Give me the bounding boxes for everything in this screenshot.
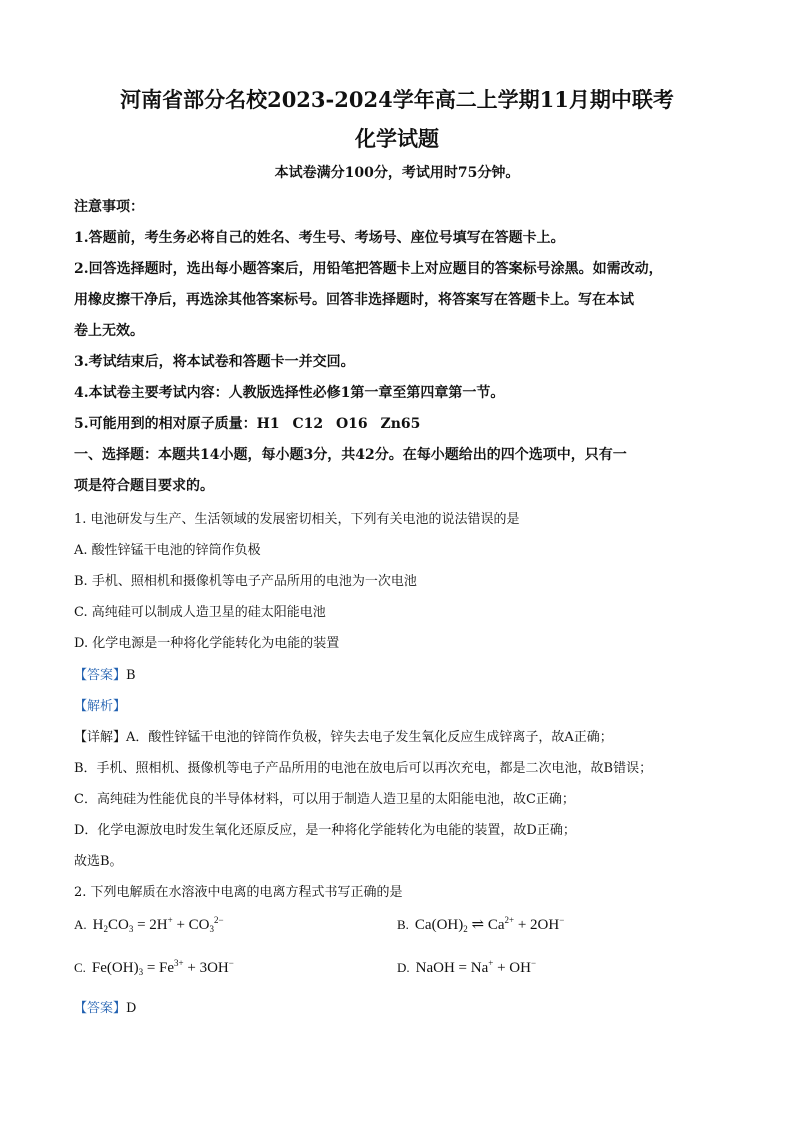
notice-item-2-line-3: 卷上无效。 xyxy=(74,323,144,339)
notice-item-3: 3.考试结束后，将本试卷和答题卡一并交回。 xyxy=(74,354,355,370)
option-label: D. xyxy=(397,960,410,975)
question-1-analysis-tag: 【解析】 xyxy=(74,699,127,714)
notice-item-2-line-2: 用橡皮擦干净后，再选涂其他答案标号。回答非选择题时，将答案写在答题卡上。写在本试 xyxy=(74,292,634,308)
question-1-option-d: D. 化学电源是一种将化学能转化为电能的装置 xyxy=(74,636,340,651)
notice-item-1: 1.答题前，考生务必将自己的姓名、考生号、考场号、座位号填写在答题卡上。 xyxy=(74,230,565,246)
notice-heading: 注意事项： xyxy=(74,199,144,215)
exam-title: 河南省部分名校2023-2024学年高二上学期11月期中联考 xyxy=(120,87,674,112)
question-1-conclusion: 故选B。 xyxy=(74,854,123,869)
question-1-option-b: B. 手机、照相机和摄像机等电子产品所用的电池为一次电池 xyxy=(74,574,417,589)
answer-value: B xyxy=(126,668,136,683)
question-1-option-c: C. 高纯硅可以制成人造卫星的硅太阳能电池 xyxy=(74,605,326,620)
equation-c: $Fe(OH)_3 = Fe^{3+} + 3OH^-$ xyxy=(91,958,234,977)
option-label: A. xyxy=(74,917,87,932)
detail-tag: 【详解】 xyxy=(74,730,127,745)
question-1-stem: 1. 电池研发与生产、生活领域的发展密切相关，下列有关电池的说法错误的是 xyxy=(74,512,520,527)
question-2-option-d xyxy=(397,958,536,977)
answer-value: D xyxy=(126,1001,137,1016)
question-2-stem: 2. 下列电解质在水溶液中电离的电离方程式书写正确的是 xyxy=(74,885,403,900)
question-1-option-a: A. 酸性锌锰干电池的锌筒作负极 xyxy=(74,543,261,558)
option-label: C. xyxy=(74,960,86,975)
answer-tag: 【答案】 xyxy=(74,1001,127,1016)
notice-item-5: 5.可能用到的相对原子质量：H1 C12 O16 Zn65 xyxy=(74,416,421,432)
question-1-answer xyxy=(74,664,734,683)
answer-tag: 【答案】 xyxy=(74,668,127,683)
equation-b: $Ca(OH)_2$ ⇌ $Ca^{2+} + 2OH^-$ xyxy=(414,915,565,934)
question-1-detail-line-4: D．化学电源放电时发生氧化还原反应，是一种将化学能转化为电能的装置，故D正确； xyxy=(74,823,576,838)
notice-item-4: 4.本试卷主要考试内容：人教版选择性必修1第一章至第四章第一节。 xyxy=(74,385,505,401)
equation-a: $H_2CO_3 = 2H^+ + CO_3^{2-}$ xyxy=(92,915,224,934)
question-1-detail-line-3: C．高纯硅为性能优良的半导体材料，可以用于制造人造卫星的太阳能电池，故C正确； xyxy=(74,792,575,807)
question-2-option-a xyxy=(74,915,224,934)
question-1-detail-line-2: B．手机、照相机、摄像机等电子产品所用的电池在放电后可以再次充电，都是二次电池，故B错误； xyxy=(74,761,653,776)
detail-text: A．酸性锌锰干电池的锌筒作负极，锌失去电子发生氧化反应生成锌离子，故A正确； xyxy=(126,730,613,745)
option-label: B. xyxy=(397,917,409,932)
exam-info: 本试卷满分100分，考试用时75分钟。 xyxy=(274,165,520,181)
question-2-option-b xyxy=(397,915,564,934)
section-heading-line-1: 一、选择题：本题共14小题，每小题3分，共42分。在每小题给出的四个选项中，只有一 xyxy=(74,447,627,463)
question-1-detail-line-1 xyxy=(74,726,734,745)
question-2-answer xyxy=(74,997,734,1016)
equation-d: NaOH = Na+ + OH− xyxy=(415,958,537,976)
section-heading-line-2: 项是符合题目要求的。 xyxy=(74,478,214,494)
question-2-option-c xyxy=(74,958,234,977)
notice-item-2-line-1: 2.回答选择题时，选出每小题答案后，用铅笔把答题卡上对应题目的答案标号涂黑。如需改动， xyxy=(74,261,663,277)
subject-title: 化学试题 xyxy=(355,126,439,151)
